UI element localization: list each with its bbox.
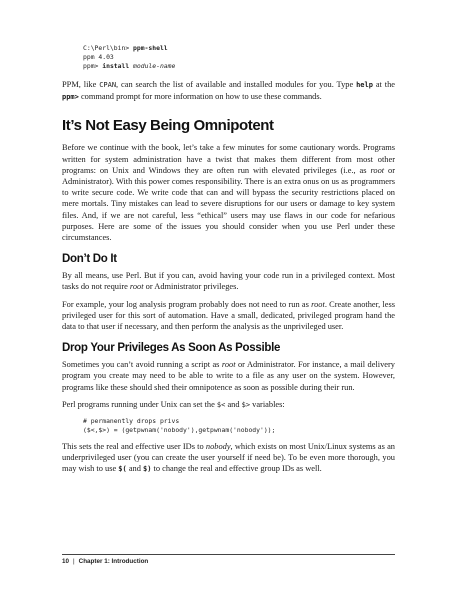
inline-code: $< xyxy=(216,400,226,409)
emphasis: root xyxy=(370,165,385,175)
code-block-drop-privs xyxy=(83,417,395,435)
code-comment: # permanently drops privs xyxy=(83,417,180,426)
code-prompt: C:\Perl\bin> xyxy=(83,44,134,52)
chapter-title: Chapter 1: Introduction xyxy=(78,558,149,565)
inline-code: $> xyxy=(241,400,251,409)
page-body xyxy=(62,44,395,482)
emphasis: nobody xyxy=(205,442,231,452)
paragraph-dont-do-it-2: For example, your log analysis program probably does not need to run as root. Create another, less privileged user for this sort of automation. Have a small, dedicated, privileged program hand the data to that user if necessary, and then perform the analysis as the unprivileged user. xyxy=(62,299,395,332)
section-heading: It’s Not Easy Being Omnipotent xyxy=(62,117,274,135)
code-argument: module-name xyxy=(133,62,176,70)
page-footer xyxy=(62,554,395,565)
code-command: ppm-shell xyxy=(133,44,168,52)
inline-code: $( xyxy=(118,465,127,474)
subsection-heading-drop-privileges: Drop Your Privileges As Soon As Possible xyxy=(62,342,281,355)
code-prompt: ppm> xyxy=(83,62,103,70)
paragraph-dont-do-it-1: By all means, use Perl. But if you can, avoid having your code run in a privileged context. Most tasks do not require root or Administrator privileges. xyxy=(62,271,395,292)
code-output: ppm 4.03 xyxy=(83,53,114,61)
inline-code: help xyxy=(356,81,373,89)
paragraph-drop-privileges-3: This sets the real and effective user IDs to nobody, which exists on most Unix/Linux systems as an underprivileged user (you can create the user yourself if need be). To be even more thorough, you may wish to use $( and $) to change the real and effective group IDs as well. xyxy=(62,442,395,474)
emphasis: root xyxy=(221,360,236,370)
subsection-heading-dont-do-it: Don’t Do It xyxy=(62,253,117,266)
paragraph-omnipotent: Before we continue with the book, let’s take a few minutes for some cautionary words. Programs written for system administration have a twist that makes them different from most other programs: on Unix and Windows they are often run with elevated privileges (i.e., as root or Administrator). With this power comes responsibility. There is an extra onus on us as programmers to write secure code. We write code that can and will bypass the security restrictions placed on mere mortals. Tiny mistakes can lead to severe disruptions for our users or damage to key system files. And, if we are not careful, less “ethical” users may use flaws in our code for nefarious purposes. Here are some of the issues you should consider when you use Perl under these circumstances. xyxy=(62,143,395,243)
emphasis: root xyxy=(129,282,144,292)
emphasis: root xyxy=(311,299,325,309)
inline-code: CPAN xyxy=(99,81,117,89)
code-command: install xyxy=(102,62,134,70)
paragraph-ppm: PPM, like CPAN, can search the list of available and installed modules for you. Type help at the ppm> command prompt for more information on how to use these commands. xyxy=(62,80,395,102)
paragraph-drop-privileges-1: Sometimes you can’t avoid running a script as root or Administrator. For instance, a mail delivery program you create may need to be able to write to a file as any user on the system. However, programs like these should shed their omnipotence as soon as possible during their run. xyxy=(62,360,395,392)
page-number: 10 xyxy=(62,558,70,565)
code-line: ($<,$>) = (getpwnam('nobody'),getpwnam('nobody')); xyxy=(83,426,276,435)
inline-code: $) xyxy=(143,465,152,474)
code-block-ppm xyxy=(83,44,395,71)
inline-code: ppm> xyxy=(62,93,79,102)
paragraph-drop-privileges-2: Perl programs running under Unix can set the $< and $> variables: xyxy=(62,399,285,409)
footer-separator: | xyxy=(73,558,75,565)
